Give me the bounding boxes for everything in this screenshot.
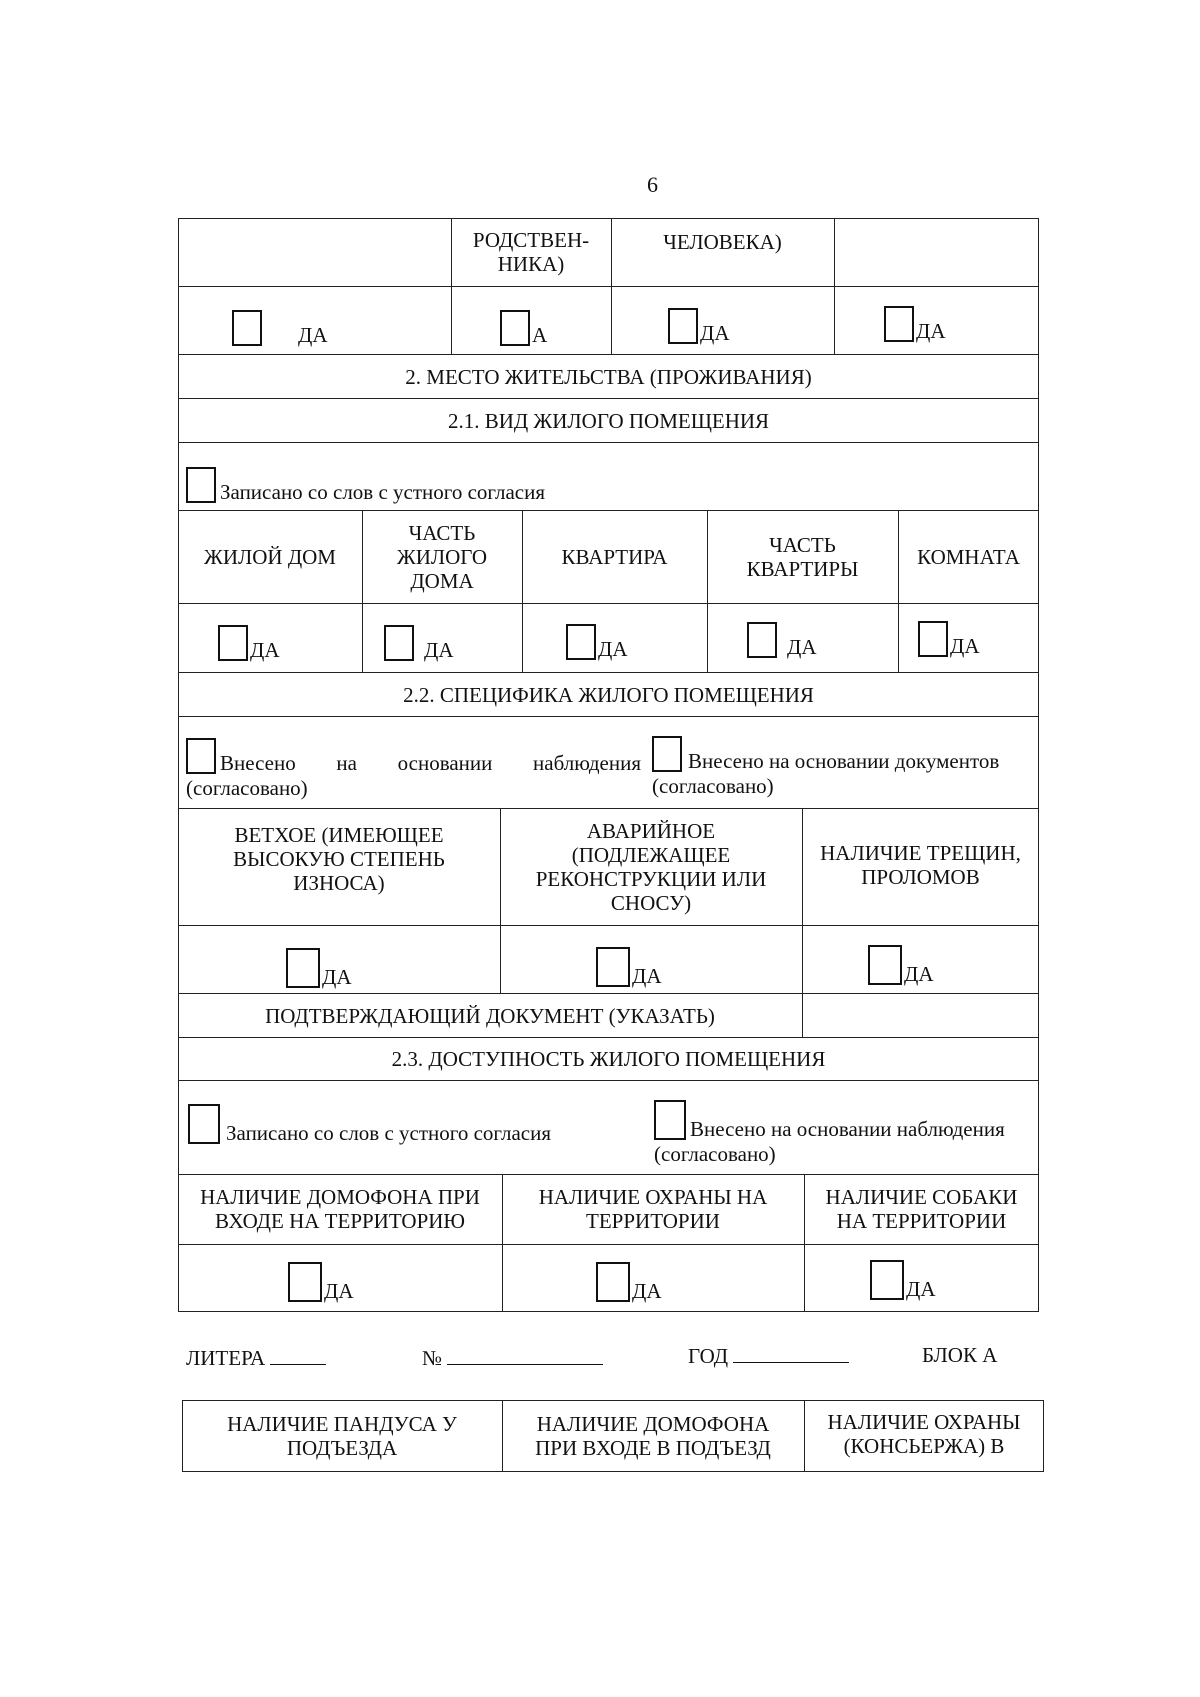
checkbox[interactable] bbox=[870, 1260, 904, 1300]
header-concierge: НАЛИЧИЕ ОХРАНЫ (КОНСЬЕРЖА) В bbox=[827, 1410, 1021, 1458]
header-cracks: НАЛИЧИЕ ТРЕЩИН, ПРОЛОМОВ bbox=[820, 841, 1021, 889]
checkbox[interactable] bbox=[747, 622, 777, 658]
header-person: ЧЕЛОВЕКА) bbox=[663, 230, 782, 254]
observation-option-2[interactable]: Внесено на основании наблюдения (согласовано) bbox=[654, 1100, 1039, 1166]
page-number: 6 bbox=[647, 172, 658, 197]
checkbox[interactable] bbox=[652, 736, 682, 772]
yes-option-3[interactable]: ДА bbox=[668, 308, 730, 344]
header-room: КОМНАТА bbox=[917, 545, 1020, 569]
yes-apartment-part[interactable]: ДА bbox=[747, 622, 817, 658]
documents-option[interactable]: Внесено на основании документов (согласовано) bbox=[652, 736, 1037, 798]
section-2-1-title: 2.1. ВИД ЖИЛОГО ПОМЕЩЕНИЯ bbox=[447, 409, 770, 433]
yes-dilapidated[interactable]: ДА bbox=[286, 948, 352, 988]
checkbox[interactable] bbox=[232, 310, 262, 346]
header-security-territory: НАЛИЧИЕ ОХРАНЫ НА ТЕРРИТОРИИ bbox=[538, 1185, 768, 1233]
supporting-document-field[interactable] bbox=[804, 995, 1037, 1037]
checkbox[interactable] bbox=[384, 625, 414, 661]
header-relative: РОДСТВЕН- НИКА) bbox=[472, 228, 590, 276]
header-apartment-part: ЧАСТЬ КВАРТИРЫ bbox=[746, 533, 859, 581]
checkbox[interactable] bbox=[868, 945, 902, 985]
checkbox[interactable] bbox=[884, 306, 914, 342]
header-intercom-entrance: НАЛИЧИЕ ДОМОФОНА ПРИ ВХОДЕ В ПОДЪЕЗД bbox=[535, 1412, 771, 1460]
header-emergency: АВАРИЙНОЕ (ПОДЛЕЖАЩЕЕ РЕКОНСТРУКЦИИ ИЛИ СНОСУ) bbox=[535, 819, 767, 915]
verbal-consent-option[interactable]: Записано со слов с устного согласия bbox=[186, 467, 545, 503]
verbal-consent-option-2[interactable]: Записано со слов с устного согласия bbox=[188, 1104, 551, 1144]
checkbox[interactable] bbox=[186, 738, 216, 774]
yes-dog-territory[interactable]: ДА bbox=[870, 1260, 936, 1300]
checkbox[interactable] bbox=[668, 308, 698, 344]
litera-field[interactable]: ЛИТЕРА bbox=[186, 1346, 326, 1370]
block-label: БЛОК А bbox=[922, 1343, 998, 1367]
checkbox[interactable] bbox=[566, 624, 596, 660]
yes-emergency[interactable]: ДА bbox=[596, 947, 662, 987]
checkbox[interactable] bbox=[186, 467, 216, 503]
yes-room[interactable]: ДА bbox=[918, 621, 980, 657]
checkbox[interactable] bbox=[188, 1104, 220, 1144]
checkbox[interactable] bbox=[500, 310, 530, 346]
header-house: ЖИЛОЙ ДОМ bbox=[204, 545, 336, 569]
section-2-title: 2. МЕСТО ЖИТЕЛЬСТВА (ПРОЖИВАНИЯ) bbox=[405, 365, 812, 389]
yes-house-part[interactable]: ДА bbox=[384, 625, 454, 661]
section-2-2-title: 2.2. СПЕЦИФИКА ЖИЛОГО ПОМЕЩЕНИЯ bbox=[403, 683, 814, 707]
header-dog-territory: НАЛИЧИЕ СОБАКИ НА ТЕРРИТОРИИ bbox=[825, 1185, 1018, 1233]
yes-apartment[interactable]: ДА bbox=[566, 624, 628, 660]
yes-option-2[interactable]: А bbox=[500, 310, 547, 346]
yes-cracks[interactable]: ДА bbox=[868, 945, 934, 985]
yes-intercom-territory[interactable]: ДА bbox=[288, 1262, 354, 1302]
number-blank[interactable] bbox=[447, 1346, 603, 1365]
year-blank[interactable] bbox=[733, 1344, 849, 1363]
number-field[interactable]: № bbox=[422, 1346, 603, 1370]
header-dilapidated: ВЕТХОЕ (ИМЕЮЩЕЕ ВЫСОКУЮ СТЕПЕНЬ ИЗНОСА) bbox=[233, 823, 445, 895]
checkbox[interactable] bbox=[218, 625, 248, 661]
yes-option-1[interactable]: ДА bbox=[232, 310, 328, 346]
yes-security-territory[interactable]: ДА bbox=[596, 1262, 662, 1302]
checkbox[interactable] bbox=[286, 948, 320, 988]
year-field[interactable]: ГОД bbox=[688, 1344, 849, 1368]
checkbox[interactable] bbox=[918, 621, 948, 657]
yes-house[interactable]: ДА bbox=[218, 625, 280, 661]
header-house-part: ЧАСТЬ ЖИЛОГО ДОМА bbox=[396, 521, 488, 593]
header-ramp: НАЛИЧИЕ ПАНДУСА У ПОДЪЕЗДА bbox=[227, 1412, 457, 1460]
checkbox[interactable] bbox=[654, 1100, 686, 1140]
checkbox[interactable] bbox=[596, 947, 630, 987]
litera-blank[interactable] bbox=[270, 1346, 326, 1365]
header-apartment: КВАРТИРА bbox=[561, 545, 668, 569]
observation-option[interactable]: Внесено на основании наблюдения (согласовано) bbox=[186, 738, 641, 800]
section-2-3-title: 2.3. ДОСТУПНОСТЬ ЖИЛОГО ПОМЕЩЕНИЯ bbox=[391, 1047, 826, 1071]
yes-option-4[interactable]: ДА bbox=[884, 306, 946, 342]
checkbox[interactable] bbox=[288, 1262, 322, 1302]
header-intercom-territory: НАЛИЧИЕ ДОМОФОНА ПРИ ВХОДЕ НА ТЕРРИТОРИЮ bbox=[200, 1185, 480, 1233]
supporting-document-label: ПОДТВЕРЖДАЮЩИЙ ДОКУМЕНТ (УКАЗАТЬ) bbox=[265, 1004, 715, 1028]
checkbox[interactable] bbox=[596, 1262, 630, 1302]
